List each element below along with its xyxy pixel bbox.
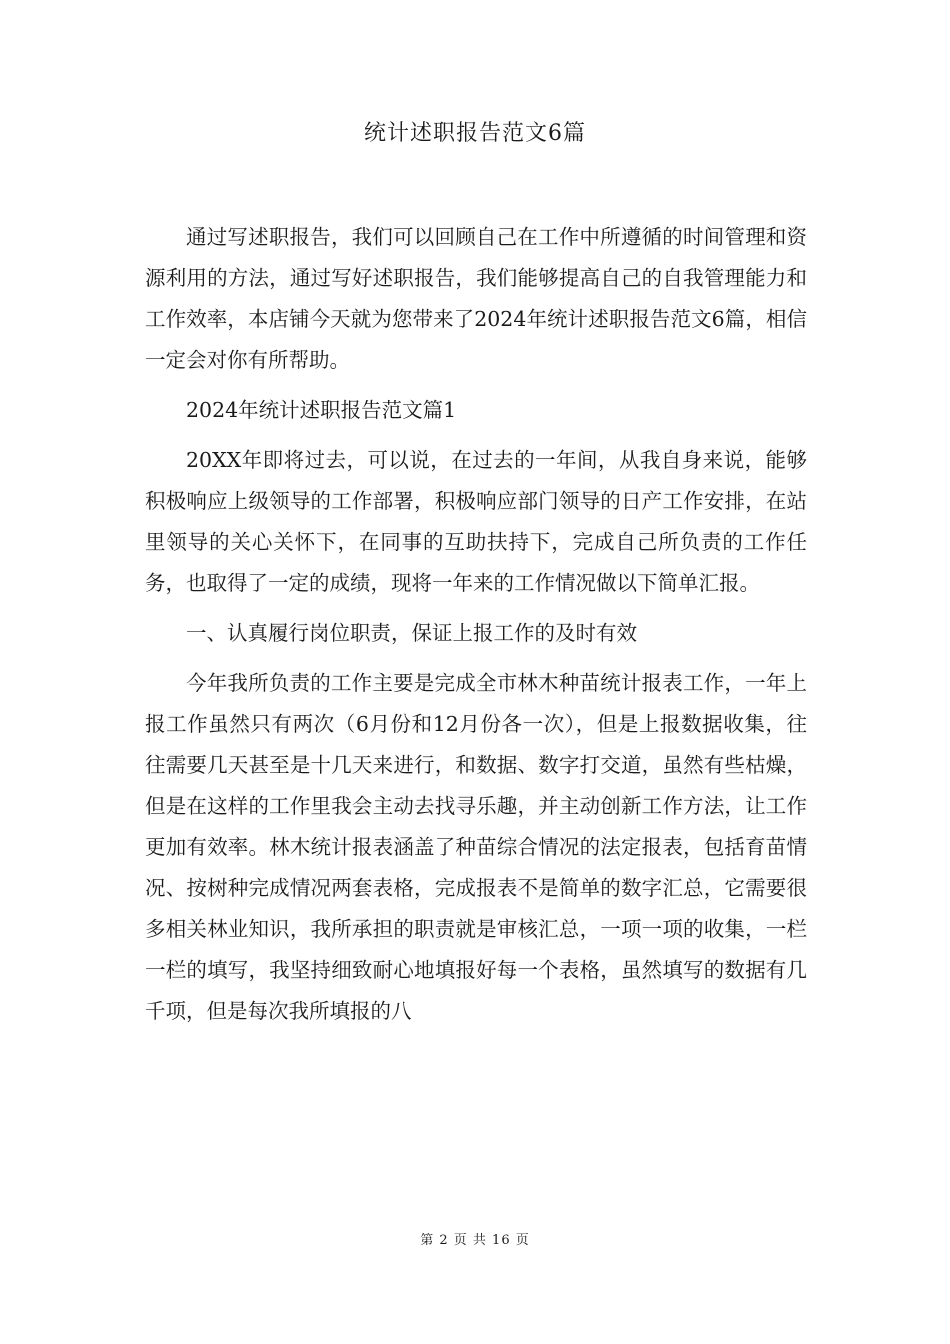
page-footer: 第 2 页 共 16 页: [420, 1233, 530, 1248]
body-paragraph: 今年我所负责的工作主要是完成全市林木种苗统计报表工作，一年上报工作虽然只有两次（6月份和12月份各一次），但是上报数据收集，往往需要几天甚至是十几天来进行，和数据、数字打交道，虽然有些枯燥，但是在这样的工作里我会主动去找寻乐趣，并主动创新工作方法，让工作更加有效率。林木统计报表涵盖了种苗综合情况的法定报表，包括育苗情况、按树种完成情况两套表格，完成报表不是简单的数字汇总，它需要很多相关林业知识，我所承担的职责就是审核汇总，一项一项的收集，一栏一栏的填写，我坚持细致耐心地填报好每一个表格，虽然填写的数据有几千项，但是每次我所填报的八: [145, 671, 807, 1023]
intro-paragraph: 通过写述职报告，我们可以回顾自己在工作中所遵循的时间管理和资源利用的方法，通过写好述职报告，我们能够提高自己的自我管理能力和工作效率，本店铺今天就为您带来了2024年统计述职报告范文6篇，相信一定会对你有所帮助。: [145, 225, 807, 372]
subsection-heading: 一、认真履行岗位职责，保证上报工作的及时有效: [186, 621, 637, 645]
document-title: 统计述职报告范文6篇: [364, 121, 586, 146]
body-paragraph: 20XX年即将过去，可以说，在过去的一年间，从我自身来说，能够积极响应上级领导的工作部署，积极响应部门领导的日产工作安排，在站里领导的关心关怀下，在同事的互助扶持下，完成自己所负责的工作任务，也取得了一定的成绩，现将一年来的工作情况做以下简单汇报。: [145, 448, 807, 595]
section-heading: 2024年统计述职报告范文篇1: [186, 398, 457, 422]
document-body: [145, 217, 807, 1032]
